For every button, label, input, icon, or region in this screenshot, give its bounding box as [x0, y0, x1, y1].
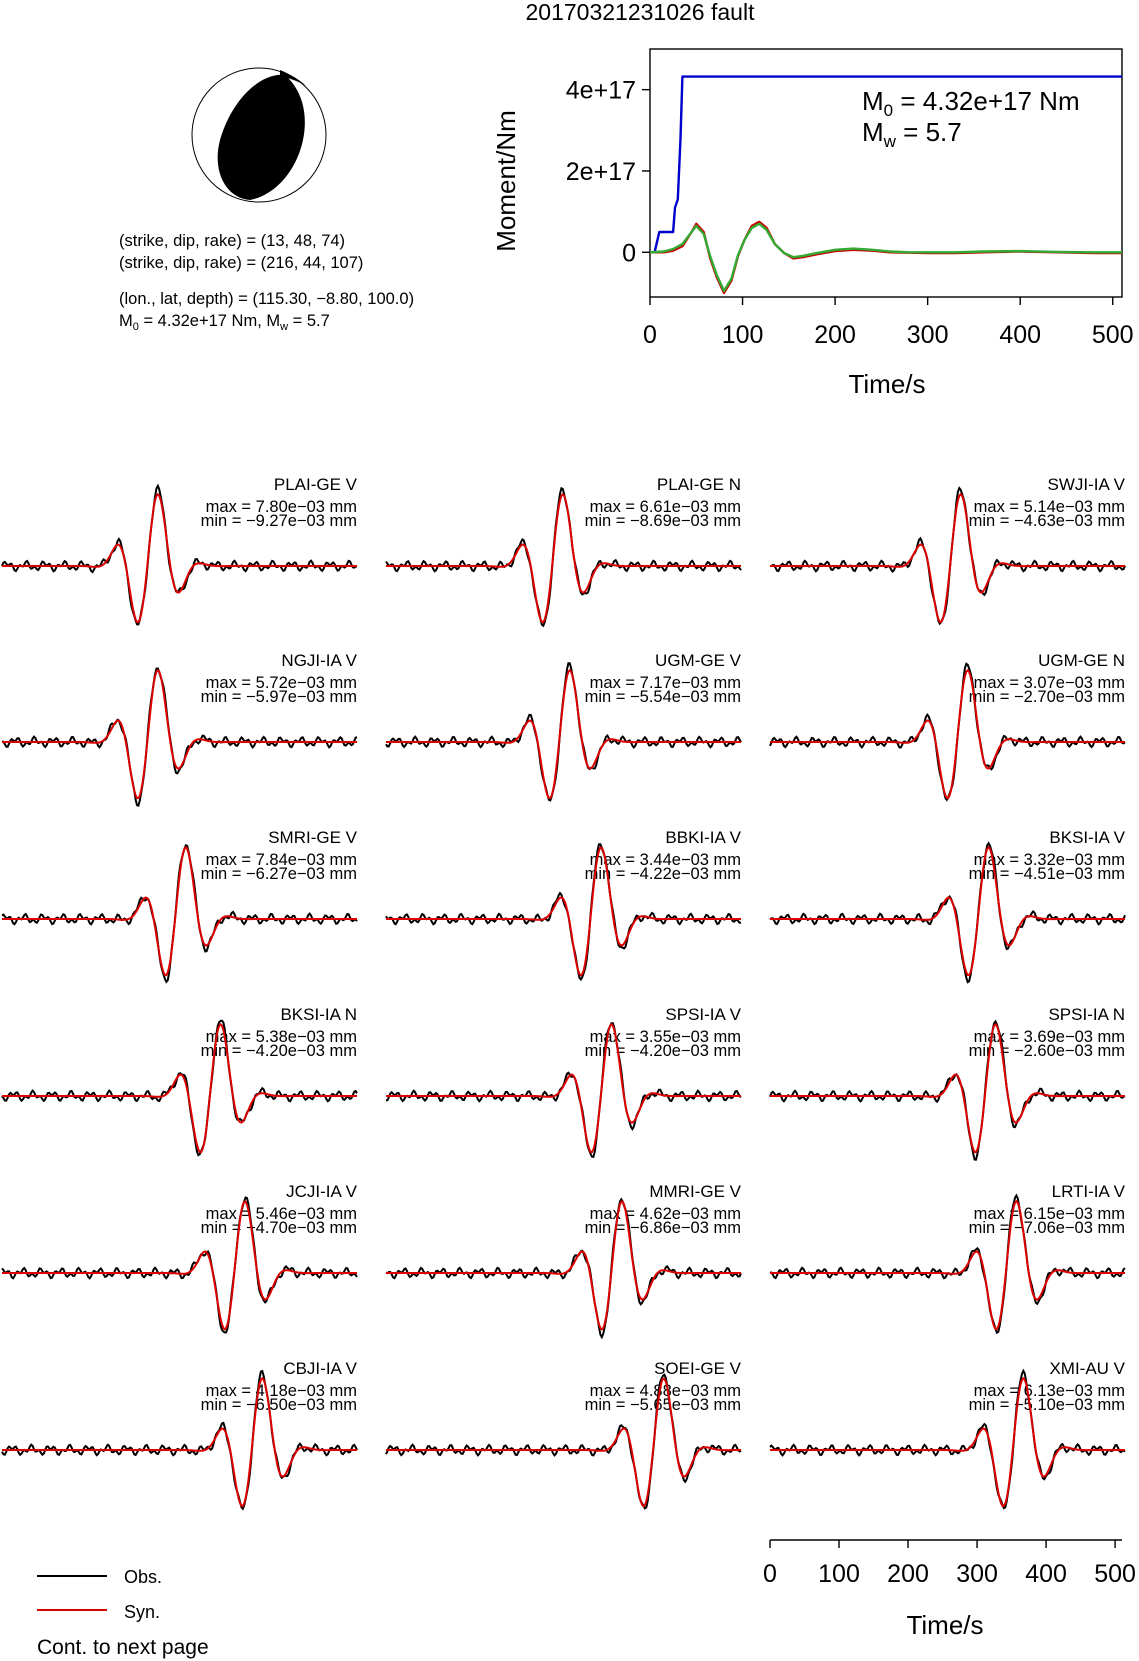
waveform-panel: [2, 1182, 358, 1333]
station-label: BBKI-IA V: [665, 828, 741, 847]
moment-ylabel: Moment/Nm: [491, 110, 521, 252]
max-amplitude: max = 3.44e−03 mm: [589, 851, 741, 869]
waveform-xtick-label: 100: [818, 1560, 860, 1588]
waveform-panel: [770, 1359, 1126, 1508]
moment-xtick-label: 100: [721, 321, 764, 349]
waveform-panel: [2, 1359, 358, 1509]
station-label: SOEI-GE V: [654, 1359, 741, 1378]
max-amplitude: max = 4.18e−03 mm: [205, 1382, 357, 1400]
station-label: UGM-GE N: [1038, 651, 1125, 670]
moment-ytick-label: 2e+17: [565, 157, 636, 186]
min-amplitude: min = −2.70e−03 mm: [968, 688, 1125, 706]
max-amplitude: max = 3.55e−03 mm: [589, 1028, 741, 1046]
station-label: CBJI-IA V: [283, 1359, 357, 1378]
mechanism-moment-magnitude: $M_0 = 4.32e+17$ Nm, $M_w = 5.7$: [119, 312, 330, 333]
max-amplitude: max = 5.14e−03 mm: [973, 498, 1125, 516]
station-label: SPSI-IA V: [665, 1005, 741, 1024]
waveform-xlabel: Time/s: [906, 1610, 984, 1640]
waveform-panel: [2, 1005, 357, 1155]
legend-syn-label: Syn.: [124, 1602, 161, 1622]
min-amplitude: min = −5.54e−03 mm: [584, 688, 741, 706]
min-amplitude: min = −4.70e−03 mm: [200, 1219, 357, 1237]
station-label: MMRI-GE V: [649, 1182, 741, 1201]
max-amplitude: max = 3.69e−03 mm: [973, 1028, 1125, 1046]
min-amplitude: min = −7.06e−03 mm: [968, 1219, 1125, 1237]
waveform-panel: [386, 828, 742, 979]
station-label: UGM-GE V: [655, 651, 741, 670]
max-amplitude: max = 3.32e−03 mm: [973, 851, 1125, 869]
station-label: PLAI-GE V: [273, 475, 357, 494]
min-amplitude: min = −6.86e−03 mm: [584, 1219, 741, 1237]
waveform-panel: [386, 475, 741, 626]
max-amplitude: max = 3.07e−03 mm: [973, 674, 1125, 692]
waveform-panel: [2, 475, 358, 624]
moment-xtick-label: 200: [814, 321, 856, 349]
waveform-panels: [2, 475, 1126, 1509]
max-amplitude: max = 7.84e−03 mm: [205, 851, 357, 869]
moment-ytick-label: 4e+17: [565, 76, 636, 105]
max-amplitude: max = 6.13e−03 mm: [973, 1382, 1125, 1400]
station-label: SPSI-IA N: [1048, 1005, 1125, 1024]
min-amplitude: min = −4.51e−03 mm: [968, 865, 1125, 883]
waveform-panel: [770, 1005, 1125, 1160]
max-amplitude: max = 7.80e−03 mm: [205, 498, 357, 516]
min-amplitude: min = −8.69e−03 mm: [584, 512, 741, 530]
waveform-panel: [386, 1359, 742, 1508]
waveform-panel: [386, 1182, 742, 1337]
min-amplitude: min = −4.20e−03 mm: [200, 1042, 357, 1060]
station-label: NGJI-IA V: [281, 651, 357, 670]
legend-obs-label: Obs.: [124, 1567, 163, 1587]
moment-series-line-2: [650, 224, 1122, 291]
max-amplitude: max = 5.38e−03 mm: [205, 1028, 357, 1046]
min-amplitude: min = −4.22e−03 mm: [584, 865, 741, 883]
station-label: SMRI-GE V: [268, 828, 357, 847]
moment-xtick-label: 400: [999, 321, 1042, 349]
continuation-note: Cont. to next page: [37, 1636, 209, 1659]
moment-m0-label: $M_0 = 4.32e+17$ Nm: [862, 86, 1080, 120]
station-label: XMI-AU V: [1049, 1359, 1125, 1378]
legend: [37, 1567, 209, 1659]
station-label: PLAI-GE N: [656, 475, 741, 494]
min-amplitude: min = −5.10e−03 mm: [968, 1396, 1125, 1414]
station-label: SWJI-IA V: [1047, 475, 1125, 494]
max-amplitude: max = 5.46e−03 mm: [205, 1205, 357, 1223]
waveform-xtick-label: 500: [1094, 1560, 1136, 1588]
waveform-xtick-label: 200: [887, 1560, 929, 1588]
waveform-xtick-label: 400: [1025, 1560, 1067, 1588]
max-amplitude: max = 7.17e−03 mm: [589, 674, 741, 692]
figure-title: 20170321231026 fault: [525, 0, 755, 25]
moment-mw-label: $M_w = 5.7$: [862, 117, 962, 151]
waveform-panel: [770, 651, 1125, 800]
station-label: JCJI-IA V: [286, 1182, 357, 1201]
moment-ytick-label: 0: [622, 239, 636, 268]
max-amplitude: max = 4.88e−03 mm: [589, 1382, 741, 1400]
mechanism-location: (lon., lat, depth) = (115.30, −8.80, 100.0): [119, 290, 415, 308]
station-label: BKSI-IA N: [280, 1005, 357, 1024]
max-amplitude: max = 6.15e−03 mm: [973, 1205, 1125, 1223]
max-amplitude: max = 4.62e−03 mm: [589, 1205, 741, 1223]
min-amplitude: min = −4.20e−03 mm: [584, 1042, 741, 1060]
min-amplitude: min = −5.97e−03 mm: [200, 688, 357, 706]
moment-xtick-label: 500: [1091, 321, 1134, 349]
moment-rate-chart: [491, 49, 1134, 399]
waveform-xtick-label: 0: [763, 1560, 777, 1588]
waveform-xtick-label: 300: [956, 1560, 998, 1588]
waveform-panel: [2, 828, 358, 982]
moment-xlabel: Time/s: [848, 369, 926, 399]
min-amplitude: min = −9.27e−03 mm: [200, 512, 357, 530]
waveform-panel: [770, 828, 1126, 982]
station-label: BKSI-IA V: [1049, 828, 1125, 847]
station-label: LRTI-IA V: [1051, 1182, 1125, 1201]
max-amplitude: max = 5.72e−03 mm: [205, 674, 357, 692]
moment-xtick-label: 300: [906, 321, 949, 349]
min-amplitude: min = −2.60e−03 mm: [968, 1042, 1125, 1060]
moment-xtick-label: 0: [643, 321, 657, 349]
min-amplitude: min = −5.65e−03 mm: [584, 1396, 741, 1414]
mechanism-plane1: (strike, dip, rake) = (13, 48, 74): [119, 232, 346, 250]
max-amplitude: max = 6.61e−03 mm: [589, 498, 741, 516]
min-amplitude: min = −6.50e−03 mm: [200, 1396, 357, 1414]
waveform-time-axis: [763, 1540, 1136, 1640]
waveform-panel: [770, 1182, 1126, 1333]
min-amplitude: min = −6.27e−03 mm: [200, 865, 357, 883]
waveform-panel: [2, 651, 358, 806]
min-amplitude: min = −4.63e−03 mm: [968, 512, 1125, 530]
waveform-panel: [386, 651, 742, 800]
waveform-panel: [770, 475, 1126, 624]
waveform-panel: [386, 1005, 742, 1157]
focal-mechanism-beachball-icon: [192, 68, 326, 202]
mechanism-plane2: (strike, dip, rake) = (216, 44, 107): [119, 254, 364, 272]
